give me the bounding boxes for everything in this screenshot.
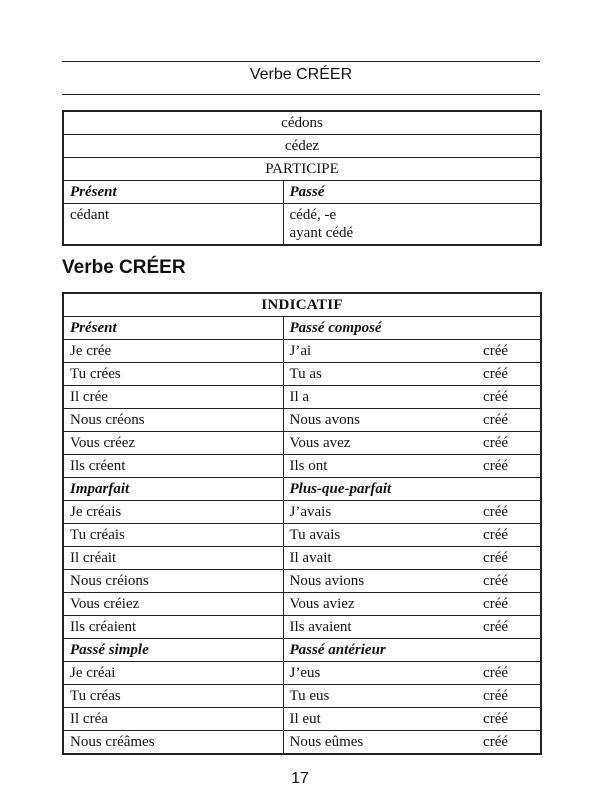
- past-participle: créé: [483, 665, 509, 681]
- compound-form-wrap: [290, 686, 535, 706]
- compound-form-wrap: [290, 341, 535, 361]
- compound-form: [283, 524, 541, 547]
- participe-title: PARTICIPE: [63, 158, 541, 181]
- tense-header: Plus-que-parfait: [283, 478, 541, 501]
- compound-form-wrap: [290, 502, 535, 522]
- auxiliary: Il avait: [289, 550, 332, 566]
- past-participle: créé: [483, 527, 509, 543]
- participe-passe-value: [283, 204, 541, 246]
- past-participle: créé: [483, 366, 509, 382]
- auxiliary: Il a: [289, 389, 310, 405]
- auxiliary: Tu avais: [289, 527, 341, 543]
- indicatif-title: INDICATIF: [63, 293, 541, 317]
- past-participle: créé: [483, 596, 509, 612]
- past-participle: créé: [483, 435, 509, 451]
- imperative-cedez: cédez: [63, 135, 541, 158]
- header-rule-top: [62, 61, 540, 62]
- table-row: [63, 135, 541, 158]
- table-row: [63, 524, 541, 547]
- participe-passe-line: cédé, -e: [289, 207, 337, 223]
- table-row: [63, 158, 541, 181]
- simple-form: Il crée: [63, 386, 283, 409]
- auxiliary: Il eut: [289, 711, 321, 727]
- simple-form: Il créait: [63, 547, 283, 570]
- compound-form-wrap: [290, 548, 535, 568]
- simple-form: Nous créâmes: [63, 731, 283, 755]
- tense-header: Passé antérieur: [283, 639, 541, 662]
- table-row: [63, 593, 541, 616]
- past-participle: créé: [483, 734, 509, 750]
- compound-form-wrap: [290, 456, 535, 476]
- simple-form: Il créa: [63, 708, 283, 731]
- table-row: [63, 455, 541, 478]
- auxiliary: Vous aviez: [289, 596, 355, 612]
- past-participle: créé: [483, 573, 509, 589]
- participe-present-label: Présent: [63, 181, 283, 204]
- simple-form: Ils créaient: [63, 616, 283, 639]
- past-participle: créé: [483, 619, 509, 635]
- compound-form-wrap: [290, 732, 535, 752]
- compound-form-wrap: [290, 433, 535, 453]
- table-row: [63, 662, 541, 685]
- compound-form: [283, 340, 541, 363]
- past-participle: créé: [483, 389, 509, 405]
- past-participle: créé: [483, 711, 509, 727]
- compound-form: [283, 455, 541, 478]
- compound-form: [283, 731, 541, 755]
- table-row: [63, 111, 541, 135]
- table-row: [63, 293, 541, 317]
- simple-form: Vous créiez: [63, 593, 283, 616]
- compound-form-wrap: [290, 525, 535, 545]
- participe-table: [62, 110, 542, 246]
- auxiliary: Vous avez: [289, 435, 351, 451]
- compound-form-wrap: [290, 617, 535, 637]
- auxiliary: Tu eus: [289, 688, 330, 704]
- simple-form: Je créai: [63, 662, 283, 685]
- simple-form: Vous créez: [63, 432, 283, 455]
- compound-form: [283, 708, 541, 731]
- tense-header: Passé composé: [283, 317, 541, 340]
- header-rule-bottom: [62, 94, 540, 95]
- past-participle: créé: [483, 458, 509, 474]
- table-row: [63, 340, 541, 363]
- auxiliary: Nous avions: [289, 573, 365, 589]
- compound-form: [283, 501, 541, 524]
- participe-passe-line: ayant cédé: [289, 225, 354, 241]
- compound-form-wrap: [290, 594, 535, 614]
- compound-form: [283, 386, 541, 409]
- compound-form: [283, 685, 541, 708]
- past-participle: créé: [483, 550, 509, 566]
- compound-form: [283, 616, 541, 639]
- compound-form: [283, 409, 541, 432]
- tense-header: Présent: [63, 317, 283, 340]
- auxiliary: J’eus: [289, 665, 321, 681]
- simple-form: Nous créions: [63, 570, 283, 593]
- compound-form-wrap: [290, 663, 535, 683]
- table-row: [63, 432, 541, 455]
- simple-form: Tu créais: [63, 524, 283, 547]
- past-participle: créé: [483, 412, 509, 428]
- participe-passe-label: Passé: [283, 181, 541, 204]
- indicatif-table: [62, 292, 542, 755]
- table-row: [63, 639, 541, 662]
- compound-form: [283, 432, 541, 455]
- auxiliary: Nous avons: [289, 412, 360, 428]
- table-row: [63, 478, 541, 501]
- table-row: [63, 616, 541, 639]
- table-row: [63, 547, 541, 570]
- table-row: [63, 501, 541, 524]
- compound-form: [283, 547, 541, 570]
- compound-form-wrap: [290, 387, 535, 407]
- compound-form: [283, 593, 541, 616]
- simple-form: Ils créent: [63, 455, 283, 478]
- section-title: Verbe CRÉER: [62, 257, 186, 278]
- table-row: [63, 181, 541, 204]
- table-row: [63, 386, 541, 409]
- tense-header: Imparfait: [63, 478, 283, 501]
- compound-form-wrap: [290, 571, 535, 591]
- auxiliary: J’ai: [289, 343, 312, 359]
- simple-form: Tu crées: [63, 363, 283, 386]
- compound-form-wrap: [290, 364, 535, 384]
- compound-form-wrap: [290, 410, 535, 430]
- table-row: [63, 731, 541, 755]
- auxiliary: Ils avaient: [289, 619, 352, 635]
- table-row: [63, 204, 541, 246]
- table-row: [63, 708, 541, 731]
- running-head: Verbe CRÉER: [249, 66, 353, 83]
- past-participle: créé: [483, 504, 509, 520]
- compound-form: [283, 363, 541, 386]
- indicatif-body: [63, 317, 541, 755]
- page-number: 17: [291, 770, 309, 787]
- simple-form: Tu créas: [63, 685, 283, 708]
- past-participle: créé: [483, 688, 509, 704]
- auxiliary: Tu as: [289, 366, 322, 382]
- auxiliary: Nous eûmes: [289, 734, 364, 750]
- auxiliary: J’avais: [289, 504, 332, 520]
- simple-form: Je créais: [63, 501, 283, 524]
- imperative-cedons: cédons: [63, 111, 541, 135]
- simple-form: Nous créons: [63, 409, 283, 432]
- auxiliary: Ils ont: [289, 458, 328, 474]
- table-row: [63, 363, 541, 386]
- tense-header: Passé simple: [63, 639, 283, 662]
- table-row: [63, 570, 541, 593]
- table-row: [63, 685, 541, 708]
- table-row: [63, 317, 541, 340]
- table-row: [63, 409, 541, 432]
- past-participle: créé: [483, 343, 509, 359]
- compound-form: [283, 662, 541, 685]
- compound-form: [283, 570, 541, 593]
- participe-present-value: cédant: [63, 204, 283, 246]
- compound-form-wrap: [290, 709, 535, 729]
- simple-form: Je crée: [63, 340, 283, 363]
